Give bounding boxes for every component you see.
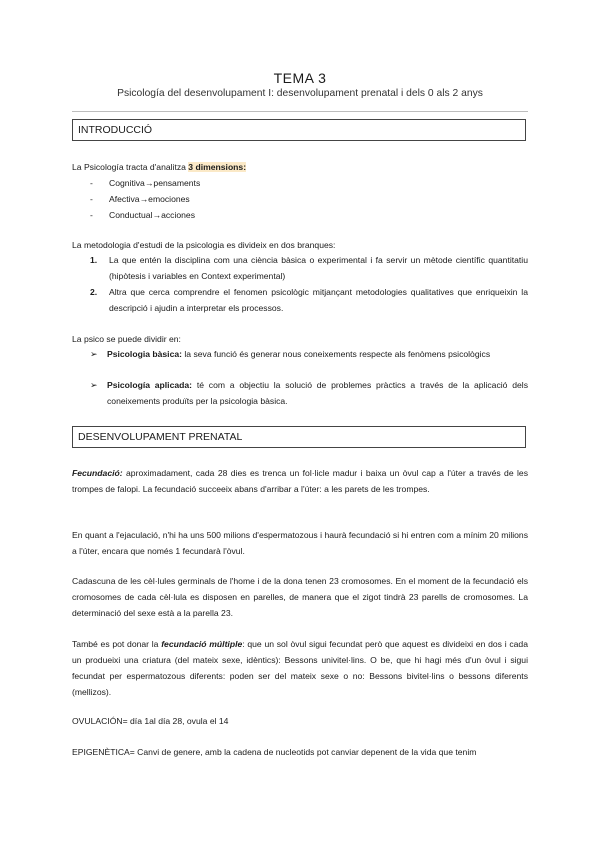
dash-bullet: - — [90, 194, 93, 204]
dimensions-intro-paragraph — [72, 159, 528, 175]
psychology-branches-lead: La psico se puede dividir en: — [72, 334, 181, 344]
branch-term: Psicología aplicada: — [107, 380, 193, 390]
branch-term: Psicologia bàsica: — [107, 349, 182, 359]
number-bullet: 2. — [90, 287, 98, 297]
dimensions-lead: La Psicología tracta d'analitza — [72, 162, 189, 172]
list-item-dimension — [90, 207, 195, 223]
list-item-method — [90, 285, 528, 316]
list-item-dimension — [90, 191, 190, 207]
epigenetics-paragraph: EPIGENÈTICA= Canvi de genere, amb la cadena de nucleotids pot canviar depenent de la vida que tenim — [72, 747, 477, 757]
list-item-method — [90, 253, 528, 284]
page-subtitle: Psicología del desenvolupament I: desenvolupament prenatal i dels 0 als 2 anys — [117, 88, 483, 99]
multiple-term: fecundació múltiple — [161, 639, 243, 649]
arrow-bullet-icon: ➢ — [90, 349, 98, 359]
fecundation-term: Fecundació: — [72, 468, 123, 478]
method-text: La que entén la disciplina com una ciència bàsica o experimental i fa servir un mètode científic quantitatiu (hipòtesis i variables en Context experimental) — [109, 255, 528, 281]
dimensions-highlight: 3 dimensions: — [188, 162, 247, 172]
chromosomes-paragraph: Cadascuna de les cèl·lules germinals de l'home i de la dona tenen 23 cromosomes. En el moment de la fecundació els cromosomes de cada cèl·lula es disposen en parelles, de manera que el zigot tindrà 23 parells de cromosomes. La determinació del sexe està a la parella 23. — [72, 576, 528, 618]
section-heading-intro: INTRODUCCIÓ — [72, 119, 526, 141]
header-divider — [72, 111, 528, 112]
multiple-fecundation-paragraph — [72, 636, 528, 700]
fecundation-text: aproximadament, cada 28 dies es trenca un fol·licle madur i baixa un òvul cap a l'úter a través de les trompes de falopi. La fecundació succeeix abans d'arribar a l'úter: a les parets de les trompes. — [72, 468, 528, 494]
section-heading-prenatal: DESENVOLUPAMENT PRENATAL — [72, 426, 526, 448]
ejaculation-paragraph: En quant a l'ejaculació, n'hi ha uns 500 milions d'espermatozous i haurà fecundació si hi entren com a mínim 20 milions a l'úter, encara que només 1 fecundarà l'òvul. — [72, 530, 528, 556]
branch-text: la seva funció és generar nous coneixements respecte als fenòmens psicològics — [182, 349, 491, 359]
arrow-bullet-icon: ➢ — [90, 380, 98, 390]
dimension-text: Afectiva→emociones — [109, 194, 190, 204]
page-title: TEMA 3 — [273, 70, 327, 86]
method-text: Altra que cerca comprendre el fenomen psicològic mitjançant metodologies qualitatives que enriqueixin la descripció i ajudin a interpretar els processos. — [109, 287, 528, 313]
dash-bullet: - — [90, 210, 93, 220]
multiple-lead: També es pot donar la — [72, 639, 162, 649]
list-item-branch — [90, 347, 528, 363]
branch-text: té com a objectiu la solució de problemes pràctics a través de la aplicació dels coneixements produïts per la psicologia bàsica. — [107, 380, 529, 406]
methodology-paragraph: La metodologia d'estudi de la psicologia es divideix en dos branques: — [72, 240, 336, 250]
dimension-text: Conductual→acciones — [109, 210, 195, 220]
fecundation-paragraph — [72, 465, 528, 497]
ovulation-paragraph: OVULACIÓN= día 1al día 28, ovula el 14 — [72, 716, 229, 726]
list-item-branch — [90, 378, 528, 409]
list-item-dimension — [90, 175, 200, 191]
multiple-text: : que un sol òvul sigui fecundat però que aquest es divideixi en dos i cada un produeixi una criatura (del mateix sexe, idèntics): Bessons univitel·lins. O be, que hi hagi més d'un òvul i sigui fecundat per espermatozous diferents: poden ser del mateix sexe o no: Bessons bivitel·lins o bessons diferents (mellizos). — [72, 639, 528, 697]
dash-bullet: - — [90, 178, 93, 188]
dimension-text: Cognitiva→pensaments — [109, 178, 201, 188]
number-bullet: 1. — [90, 255, 98, 265]
